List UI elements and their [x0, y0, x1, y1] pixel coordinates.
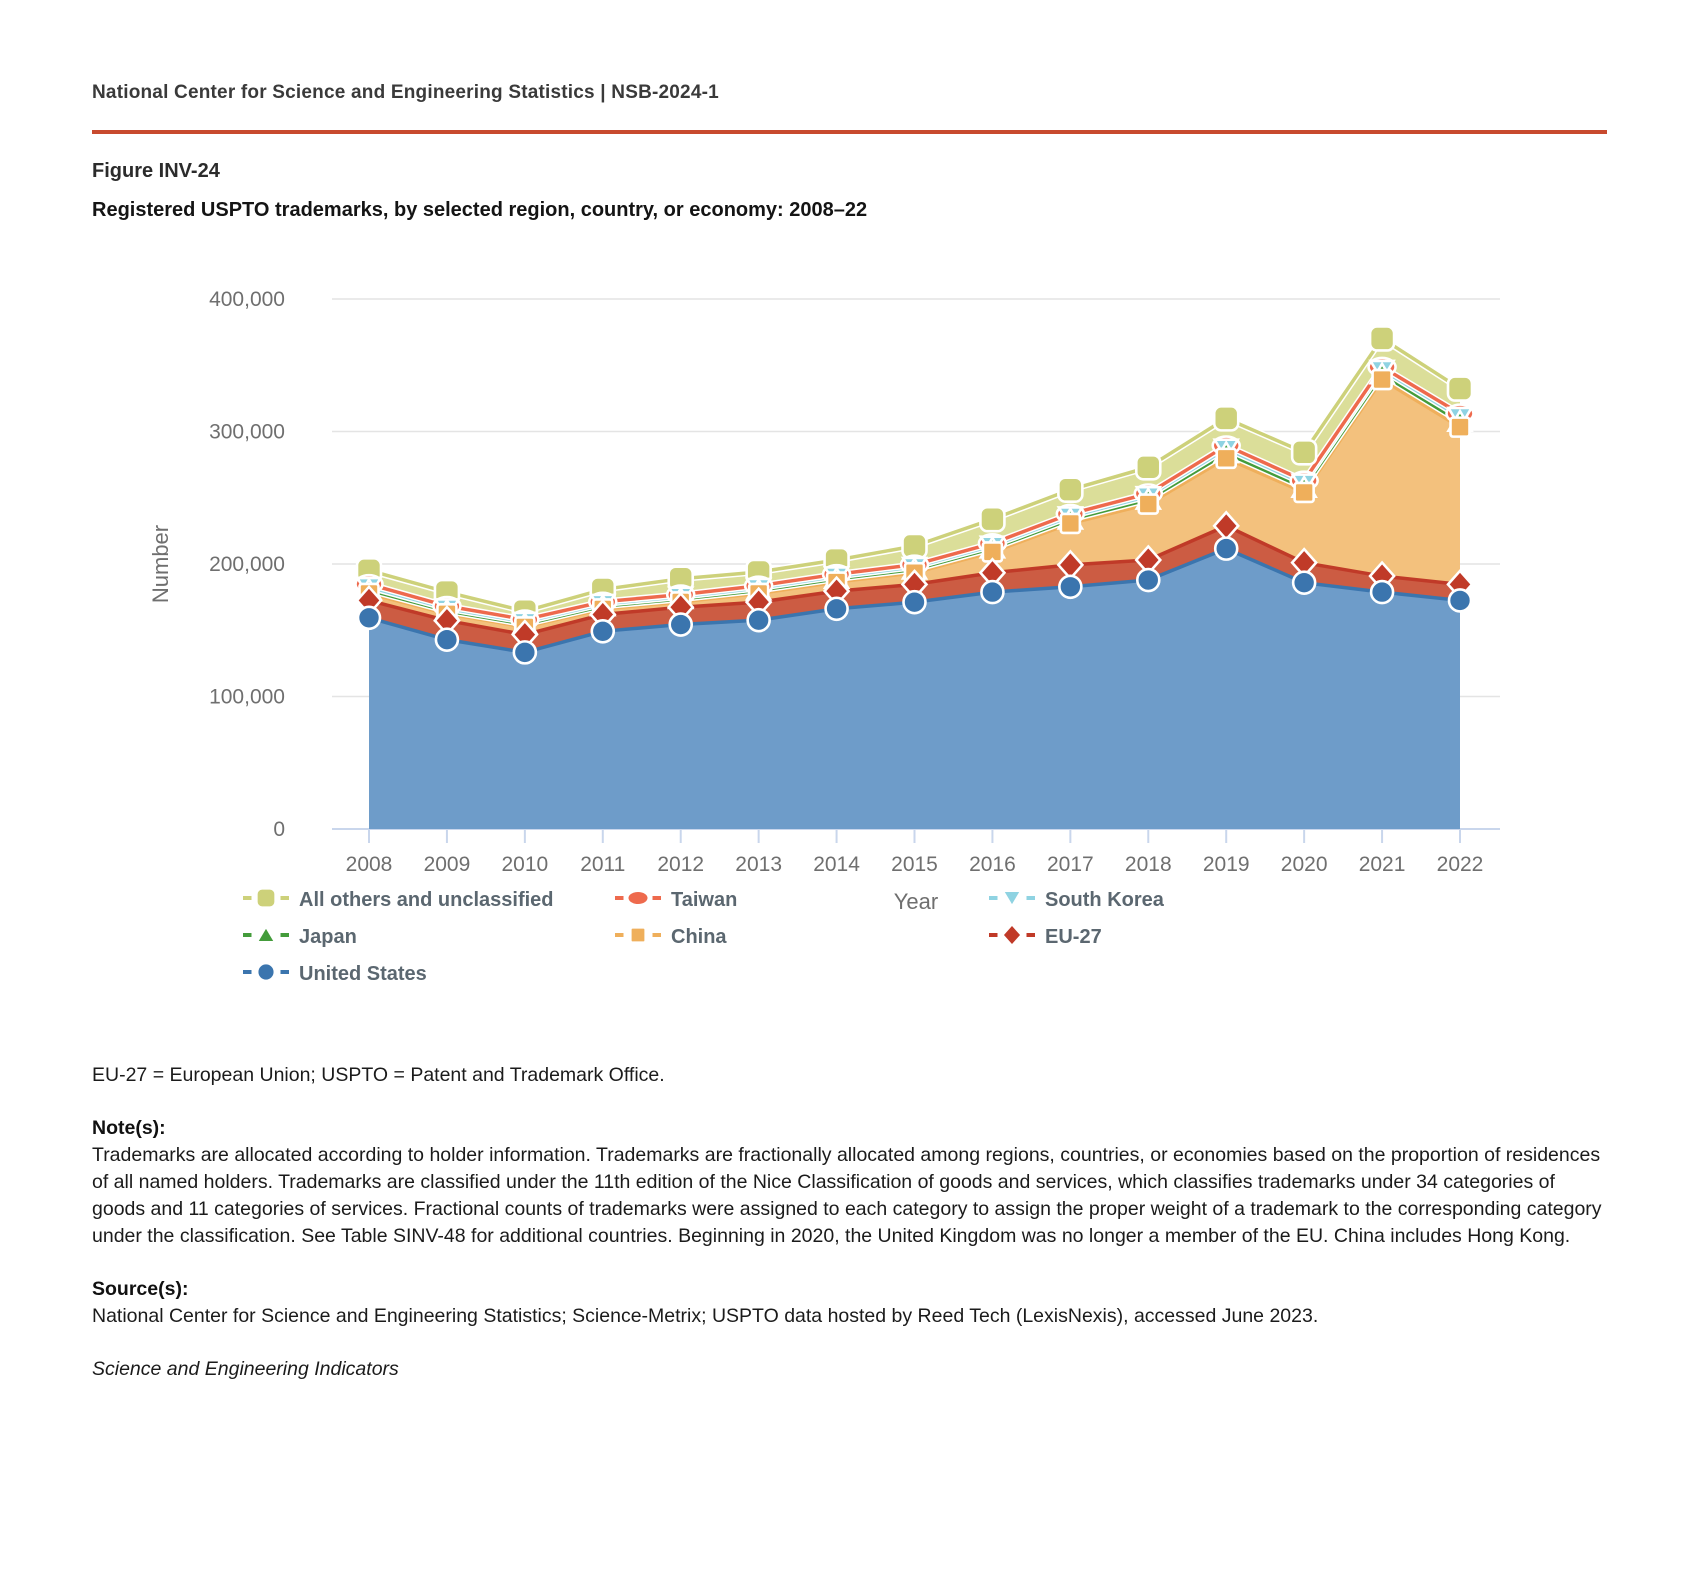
legend-label-south_korea: South Korea	[1045, 888, 1164, 911]
x-tick-label: 2012	[657, 853, 705, 876]
legend-marker-japan-icon	[243, 925, 289, 950]
marker-china	[1451, 418, 1470, 437]
legend-marker-eu27	[989, 925, 1035, 945]
x-tick-label: 2019	[1202, 853, 1250, 876]
x-tick-label: 2018	[1124, 853, 1172, 876]
marker-united_states	[1215, 538, 1237, 560]
x-tick-label: 2017	[1046, 853, 1094, 876]
y-tick-label: 300,000	[209, 420, 285, 444]
marker-united_states	[436, 629, 458, 651]
figure-notes	[92, 1062, 1610, 1383]
legend-item-eu27[interactable]	[989, 921, 1164, 953]
marker-united_states	[1059, 576, 1081, 598]
marker-united_states	[1137, 569, 1159, 591]
legend-marker-taiwan	[615, 888, 661, 908]
legend-marker-south_korea	[989, 888, 1035, 908]
legend-item-south_korea[interactable]	[989, 884, 1164, 916]
marker-united_states	[1449, 589, 1471, 611]
legend-glyph-eu27	[1003, 925, 1022, 945]
marker-others	[980, 507, 1004, 531]
legend-marker-others-icon	[243, 888, 289, 913]
source-heading: Source(s):	[92, 1278, 189, 1300]
marker-others	[1136, 455, 1160, 479]
x-axis-title: Year	[893, 889, 939, 914]
y-tick-label: 400,000	[209, 288, 285, 311]
indicators-brand-line: Science and Engineering Indicators	[92, 1358, 399, 1380]
x-tick-label: 2014	[813, 853, 860, 876]
x-tick-label: 2011	[580, 853, 626, 876]
legend-label-china: China	[671, 925, 727, 948]
legend-marker-united_states-icon	[243, 962, 289, 987]
x-tick-label: 2021	[1358, 853, 1406, 876]
y-axis-title: Number	[148, 524, 173, 604]
y-tick-label: 100,000	[209, 685, 285, 709]
notes-body: Trademarks are allocated according to holder information. Trademarks are fractionally allocated among regions, countries, or economies based on the proportion of residences of all named holders. Trademarks are classified under the 11th edition of the Nice Classification of goods and services, which classifies trademarks under 34 categories of goods and 11 categories of services. Fractional counts of trademarks were assigned to each category to assign the proper weight of a trademark to the corresponding category under the classification. See Table SINV-48 for additional countries. Beginning in 2020, the United Kingdom was no longer a member of the EU. China includes Hong Kong.	[92, 1144, 1602, 1247]
marker-others	[1370, 326, 1394, 350]
marker-china	[1373, 370, 1392, 389]
legend-marker-china	[615, 925, 661, 945]
legend-glyph-china	[631, 927, 646, 942]
x-tick-label: 2015	[891, 853, 938, 876]
x-tick-label: 2010	[501, 853, 549, 876]
trademarks-area-chart	[70, 252, 1630, 920]
chart-canvas	[70, 252, 1630, 920]
legend-marker-eu27-icon	[989, 925, 1035, 950]
legend-glyph-others	[257, 888, 276, 907]
marker-united_states	[358, 607, 380, 629]
legend-glyph-south_korea	[1003, 890, 1021, 905]
marker-united_states	[826, 598, 848, 620]
marker-china	[1139, 495, 1158, 514]
x-tick-label: 2016	[969, 853, 1016, 876]
legend-marker-china-icon	[615, 925, 661, 950]
x-tick-label: 2022	[1436, 853, 1484, 876]
legend-label-united_states: United States	[299, 962, 427, 985]
notes-heading: Note(s):	[92, 1117, 166, 1139]
marker-china	[1295, 483, 1314, 502]
figure-label: Figure INV-24	[92, 160, 220, 182]
x-tick-label: 2009	[423, 853, 471, 876]
marker-others	[1058, 478, 1082, 502]
marker-united_states	[1293, 572, 1315, 594]
y-tick-label: 0	[273, 818, 285, 841]
y-tick-label: 200,000	[209, 553, 285, 576]
legend-marker-united_states	[243, 962, 289, 982]
marker-others	[1448, 377, 1472, 401]
marker-china	[1061, 514, 1080, 533]
marker-others	[1214, 406, 1238, 430]
marker-united_states	[514, 641, 536, 663]
x-tick-label: 2013	[735, 853, 783, 876]
marker-united_states	[670, 614, 692, 636]
legend-item-japan[interactable]	[243, 921, 615, 953]
header-divider	[92, 130, 1607, 134]
marker-china	[1217, 449, 1236, 468]
chart-legend	[243, 884, 1164, 990]
source-body: National Center for Science and Engineering Statistics; Science-Metrix; USPTO data hosted by Reed Tech (LexisNexis), accessed June 2023.	[92, 1305, 1319, 1327]
x-tick-label: 2020	[1280, 853, 1328, 876]
marker-others	[1292, 440, 1316, 464]
abbreviation-note: EU-27 = European Union; USPTO = Patent and Trademark Office.	[92, 1064, 665, 1086]
legend-item-united_states[interactable]	[243, 958, 615, 990]
legend-marker-japan	[243, 925, 289, 945]
legend-marker-others	[243, 888, 289, 908]
legend-glyph-taiwan	[627, 890, 648, 904]
legend-item-taiwan[interactable]	[615, 884, 989, 916]
legend-marker-taiwan-icon	[615, 888, 661, 913]
legend-glyph-united_states	[257, 963, 274, 980]
legend-label-eu27: EU-27	[1045, 925, 1102, 948]
marker-united_states	[592, 620, 614, 642]
legend-item-china[interactable]	[615, 921, 989, 953]
legend-glyph-japan	[257, 926, 275, 941]
legend-label-japan: Japan	[299, 925, 357, 948]
legend-label-others: All others and unclassified	[299, 888, 554, 911]
legend-item-others[interactable]	[243, 884, 615, 916]
marker-united_states	[981, 581, 1003, 603]
marker-united_states	[1371, 581, 1393, 603]
legend-label-taiwan: Taiwan	[671, 888, 738, 911]
x-tick-label: 2008	[345, 853, 393, 876]
figure-title: Registered USPTO trademarks, by selected region, country, or economy: 2008–22	[92, 199, 868, 221]
legend-marker-south_korea-icon	[989, 888, 1035, 913]
marker-united_states	[904, 591, 926, 613]
marker-united_states	[748, 609, 770, 631]
report-header: National Center for Science and Engineering Statistics | NSB-2024-1	[92, 82, 719, 103]
